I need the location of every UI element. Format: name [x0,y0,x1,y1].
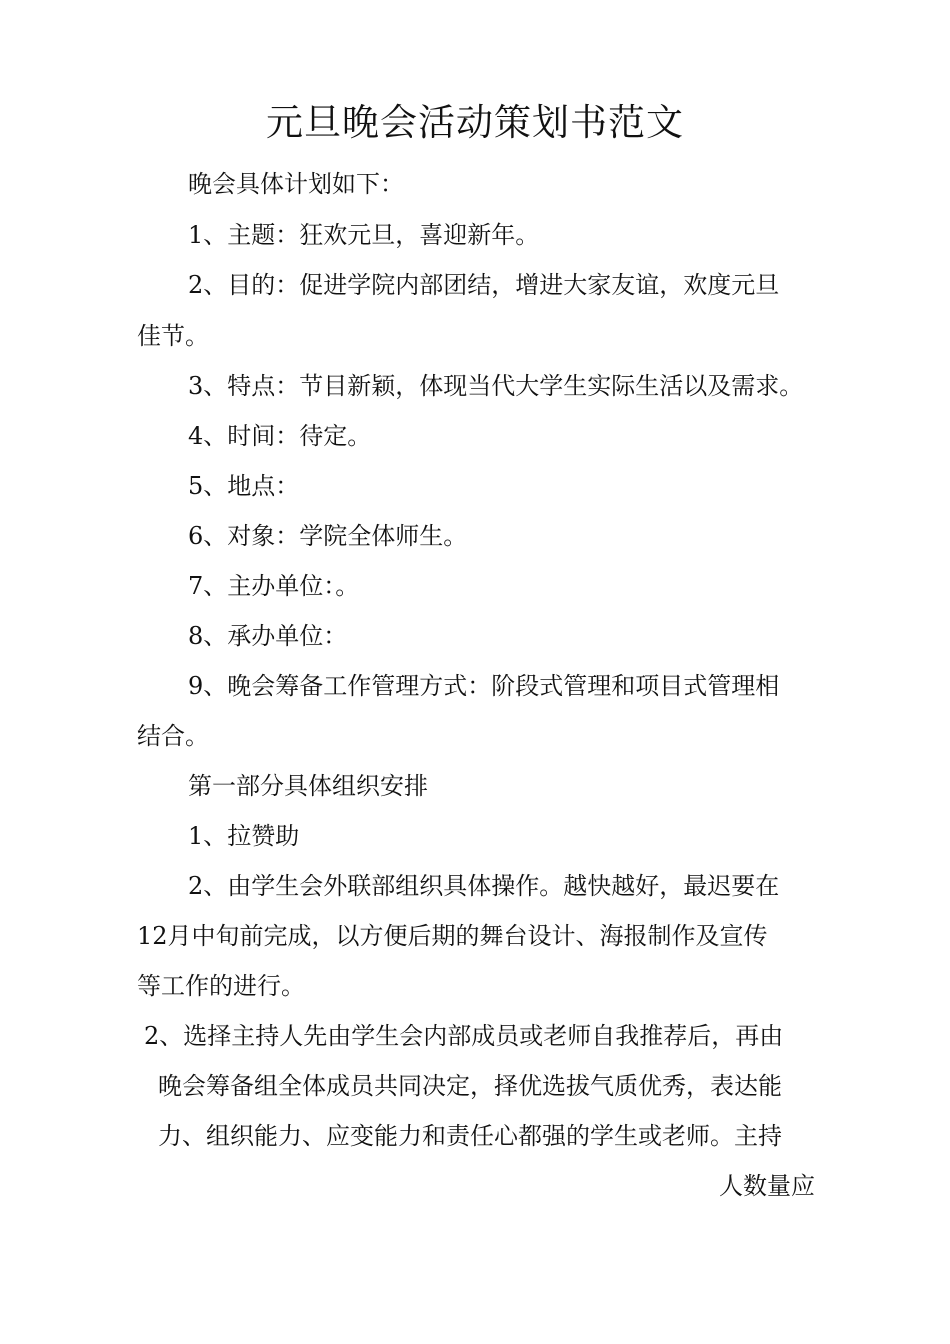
section-item-host-cont-1: 晚会筹备组全体成员共同决定，择优选拔气质优秀，表达能 [158,1072,782,1100]
item-management-cont: 结合。 [137,722,209,750]
item-features: 3、特点：节目新颖，体现当代大学生实际生活以及需求。 [188,372,804,400]
item-purpose-cont: 佳节。 [137,322,209,350]
item-time: 4、时间：待定。 [188,422,372,450]
item-host-unit: 8、承办单位： [188,622,348,650]
item-audience: 6、对象：学院全体师生。 [188,522,468,550]
item-management: 9、晚会筹备工作管理方式：阶段式管理和项目式管理相 [188,672,780,700]
section-item-liaison-cont-1: 12月中旬前完成，以方便后期的舞台设计、海报制作及宣传 [137,922,768,950]
item-theme: 1、主题：狂欢元旦，喜迎新年。 [188,221,540,249]
document-title: 元旦晚会活动策划书范文 [266,101,684,144]
item-purpose: 2、目的：促进学院内部团结，增进大家友谊，欢度元旦 [188,271,780,299]
section-item-liaison: 2、由学生会外联部组织具体操作。越快越好，最迟要在 [188,872,780,900]
section-item-host-cont-2: 力、组织能力、应变能力和责任心都强的学生或老师。主持 [158,1122,782,1150]
section-item-liaison-cont-2: 等工作的进行。 [137,972,305,1000]
section-heading: 第一部分具体组织安排 [188,772,428,800]
intro-line: 晚会具体计划如下： [188,170,404,198]
item-location: 5、地点： [188,472,300,500]
section-item-host: 2、选择主持人先由学生会内部成员或老师自我推荐后，再由 [144,1022,784,1050]
item-organizer: 7、主办单位：。 [188,572,360,600]
section-item-host-cont-3: 人数量应 [719,1172,815,1200]
section-item-sponsor: 1、拉赞助 [188,822,300,850]
